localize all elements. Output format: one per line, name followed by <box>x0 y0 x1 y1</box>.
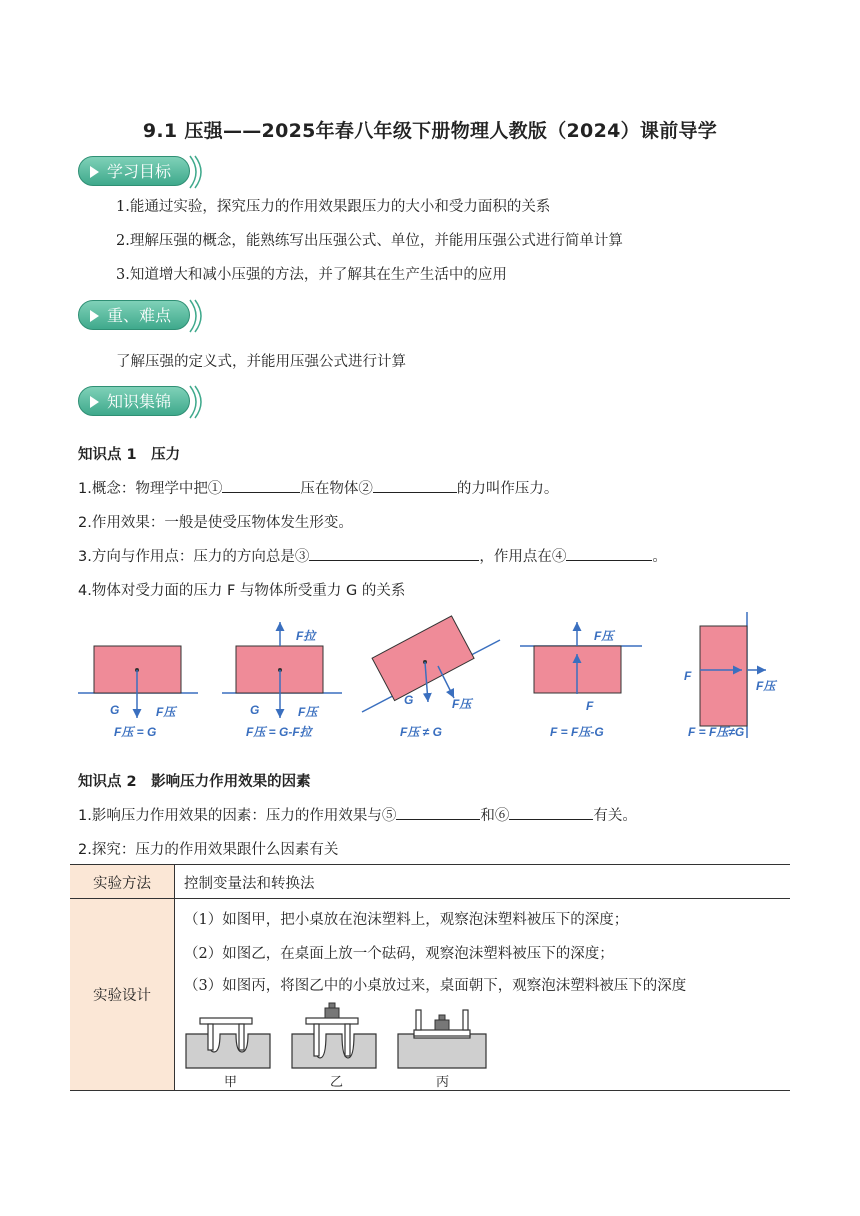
figure-label-bing: 丙 <box>436 1075 450 1090</box>
d2-f-label: F压 <box>298 705 318 719</box>
kp1-line-4: 4.物体对受力面的压力 F 与物体所受重力 G 的关系 <box>78 583 406 599</box>
kp1-line-3: 3.方向与作用点：压力的方向总是③ ，作用点在④ 。 <box>78 545 667 566</box>
blank-2[interactable] <box>373 478 457 493</box>
experiment-figures <box>184 1000 514 1090</box>
blank-3[interactable] <box>309 546 479 561</box>
diagram-5 <box>684 612 777 739</box>
d2-g-label: G <box>250 703 260 717</box>
row-label-method: 实验方法 <box>93 876 151 892</box>
figure-jia <box>186 1018 270 1090</box>
figure-bing <box>398 1010 486 1090</box>
badge-stripes-icon <box>188 384 208 420</box>
row-label-design: 实验设计 <box>93 988 151 1004</box>
key-text: 了解压强的定义式，并能用压强公式进行计算 <box>116 354 406 370</box>
d3-g-label: G <box>404 693 414 707</box>
blank-4[interactable] <box>566 546 652 561</box>
goal-item-3: 3.知道增大和减小压强的方法，并了解其在生产生活中的应用 <box>116 267 507 283</box>
d5-fr-label: F压 <box>756 679 776 693</box>
blank-1[interactable] <box>222 478 300 493</box>
play-triangle-icon <box>90 310 99 322</box>
blank-6[interactable] <box>509 805 593 820</box>
kp2-heading: 知识点 2 影响压力作用效果的因素 <box>78 774 311 790</box>
experiment-table <box>70 864 790 1090</box>
d2-formula: F压 = G-F拉 <box>246 725 312 739</box>
figure-yi <box>292 1003 376 1090</box>
goal-item-1: 1.能通过实验，探究压力的作用效果跟压力的大小和受力面积的关系 <box>116 199 551 215</box>
diagram-4 <box>520 622 642 739</box>
blank-5[interactable] <box>396 805 480 820</box>
pressure-force-diagrams <box>70 610 790 750</box>
diagram-1 <box>78 646 198 739</box>
kp1-line-2: 2.作用效果：一般是使受压物体发生形变。 <box>78 515 353 531</box>
d4-f-label: F <box>586 699 594 713</box>
d2-fup-label: F拉 <box>296 629 316 643</box>
design-step-1: （1）如图甲，把小桌放在泡沫塑料上，观察泡沫塑料被压下的深度； <box>184 912 629 928</box>
d1-formula: F压 = G <box>114 725 157 739</box>
d4-fup-label: F压 <box>594 629 614 643</box>
kp1-heading: 知识点 1 压力 <box>78 447 181 463</box>
kp2-line-2: 2.探究：压力的作用效果跟什么因素有关 <box>78 842 339 858</box>
diagram-3 <box>362 616 500 739</box>
section-badge-goals: 学习目标 <box>78 156 208 188</box>
d5-fl-label: F <box>684 669 692 683</box>
design-step-2: （2）如图乙，在桌面上放一个砝码，观察泡沫塑料被压下的深度； <box>184 946 614 962</box>
diagram-2 <box>222 622 342 739</box>
kp2-line-1: 1.影响压力作用效果的因素：压力的作用效果与⑤ 和⑥ 有关。 <box>78 804 637 825</box>
badge-stripes-icon <box>188 154 208 190</box>
section-badge-key: 重、难点 <box>78 300 208 332</box>
badge-stripes-icon <box>188 298 208 334</box>
play-triangle-icon <box>90 396 99 408</box>
goal-item-2: 2.理解压强的概念，能熟练写出压强公式、单位，并能用压强公式进行简单计算 <box>116 233 623 249</box>
figure-label-jia: 甲 <box>224 1075 238 1090</box>
page-title: 9.1 压强——2025年春八年级下册物理人教版（2024）课前导学 <box>142 120 718 142</box>
d3-f-label: F压 <box>452 697 472 711</box>
design-step-3: （3）如图丙，将图乙中的小桌放过来，桌面朝下，观察泡沫塑料被压下的深度 <box>184 978 687 994</box>
play-triangle-icon <box>90 166 99 178</box>
d3-formula: F压 ≠ G <box>400 725 442 739</box>
kp1-line-1: 1.概念：物理学中把① 压在物体② 的力叫作压力。 <box>78 477 558 498</box>
figure-label-yi: 乙 <box>330 1075 344 1090</box>
section-badge-knowledge: 知识集锦 <box>78 386 208 418</box>
row-value-method: 控制变量法和转换法 <box>184 876 315 892</box>
d5-formula: F = F压≠G <box>688 725 745 739</box>
d4-formula: F = F压-G <box>550 725 604 739</box>
d1-g-label: G <box>110 703 120 717</box>
d1-f-label: F压 <box>156 705 176 719</box>
